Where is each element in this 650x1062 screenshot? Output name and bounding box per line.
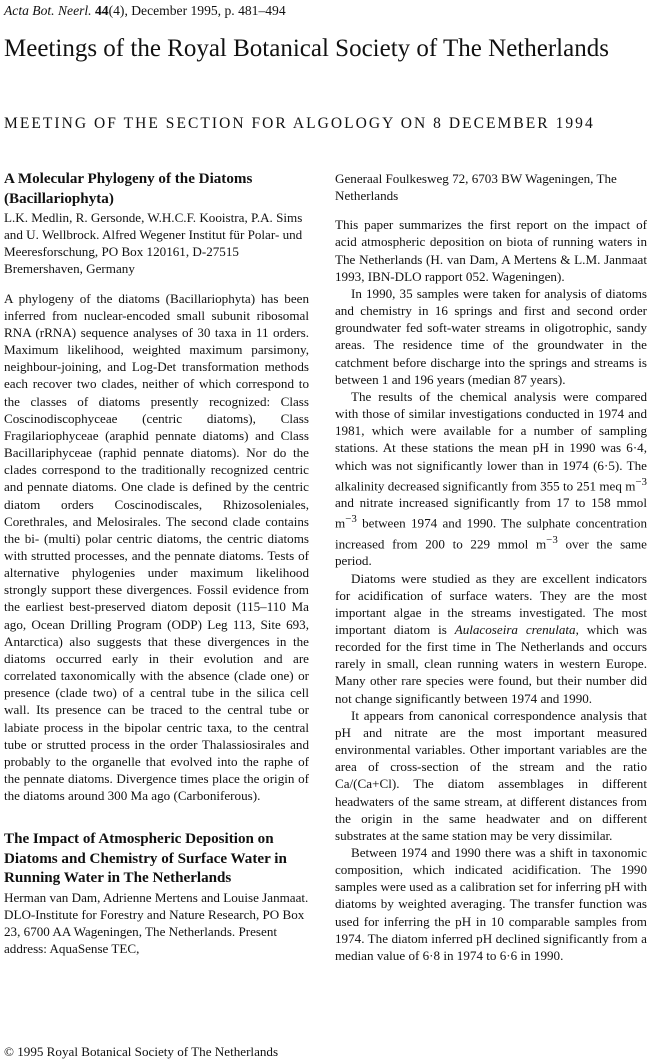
journal-volume: 44 — [95, 3, 109, 18]
body-paragraph: It appears from canonical correspondence analysis that pH and nitrate are the most important measured environmental variables. Other important variables are the area of cross-section of the stream and the ratio Ca/(Ca+Cl). The diatom assemblages in different headwaters of the same stream, at different distances from the origin in the same headwater and on different substrates at the same station may be very dissimilar. — [335, 707, 647, 843]
species-name: Aulacoseira crenulata — [454, 621, 576, 637]
article-title: The Impact of Atmospheric Deposition on Diatoms and Chemistry of Surface Water in Running Water in The Netherlands — [4, 831, 287, 887]
body-paragraph: Between 1974 and 1990 there was a shift in taxonomic composition, which indicated acidification. The 1990 samples were used as a calibration set for inferring pH with diatoms by weighted averaging. The transfer function was used for inferring the pH in 10 comparable samples from 1974. The diatom inferred pH declined significantly from a median value of 6·8 in 1974 to 6·6 in 1990. — [335, 845, 647, 963]
left-column — [4, 170, 309, 969]
paragraph-text: over the same period. — [335, 536, 647, 569]
section-heading: MEETING OF THE SECTION FOR ALGOLOGY ON 8 DECEMBER 1994 — [4, 115, 595, 132]
paragraph-text: , which was recorded for the first time in The Netherlands and occurs rarely in small, clean running waters in western Europe. Many other rare species were found, but their number did not change significantly between 1974 and 1990. — [335, 621, 648, 706]
article-abstract: A phylogeny of the diatoms (Bacillariophyta) has been inferred from nuclear-encoded small subunit ribosomal RNA (rRNA) sequence analyses of 30 taxa in 11 orders. Maximum likelihood, weighted maximum parsimony, neighbour-joining, and Log-Det transformation methods each recover two clades, neither of which correspond to the classes of diatoms presently recognized: Class Coscinodiscophyceae (centric diatoms), Class Fragilariophyceae (araphid pennate diatoms) and Class Bacillariphyceae (raphid pennate diatoms). Nor do the clades correspond to the traditionally recognized centric and pennate diatoms. One clade is defined by the centric diatom orders Coscinodiscales, Rhizosoleniales, Corethrales, and Melosirales. The second clade contains the bi- (multi) polar centric diatoms, the centric diatoms with strutted processes, and the pennate diatoms. Tests of alternative phylogenies under maximum likelihood strongly support these divergences. Fossil evidence from the earliest best-preserved diatom deposit (115–110 Ma ago, Ocean Drilling Program (ODP) Leg 113, Site 693, Antarctica) also suggests that these divergences in the diatoms occurred early in their evolution and are correlated taxonomically with the absence (clade one) or presence (clade two) of a central tube in the silica cell wall. Its presence can be traced to the central tube or labiate process in the bipolar centric taxa, to the central tube or strutted process in the order Thalassiosirales and probably to the organelle that evolved into the raphe of the pennate diatoms. Divergence times place the origin of the diatoms around 300 Ma ago (Carboniferous). — [4, 290, 309, 804]
right-column — [335, 170, 647, 964]
journal-name: Acta Bot. Neerl. — [4, 3, 92, 18]
journal-header — [4, 2, 644, 20]
article-authors: Herman van Dam, Adrienne Mertens and Louise Janmaat. DLO-Institute for Forestry and Nature Research, PO Box 23, 6700 AA Wageningen, The Netherlands. Present address: AquaSense TEC, — [4, 889, 309, 957]
journal-issue-date: (4), December 1995, p. 481–494 — [108, 3, 286, 18]
paragraph-text: The results of the chemical analysis were compared with those of similar investigations conducted in 1974 and 1981, which were available for a number of sampling stations. At these stations the mean pH in 1990 was 6·4, which was not significantly lower than in 1974 (6·5). The alkalinity decreased significantly from 355 to 251 meq m — [335, 388, 647, 494]
article-authors: L.K. Medlin, R. Gersonde, W.H.C.F. Kooistra, P.A. Sims and U. Wellbrock. Alfred Wegener Institut für Polar- und Meeresforschung, PO Box 120161, D-27515 Bremershaven, Germany — [4, 210, 303, 277]
body-paragraph — [335, 388, 647, 570]
paragraph-text: Diatoms were studied as they are excellent indicators for acidification of surface waters. They are the most important algae in the streams investigated. The most important diatom is — [335, 570, 647, 637]
unit-exponent: −3 — [546, 533, 558, 546]
page-title: Meetings of the Royal Botanical Society of The Netherlands — [4, 35, 609, 62]
article-title: A Molecular Phylogeny of the Diatoms (Bacillariophyta) — [4, 171, 253, 207]
paragraph-text: between 1974 and 1990. The sulphate concentration increased from 200 to 229 mmol m — [335, 515, 647, 552]
copyright-footer: © 1995 Royal Botanical Society of The Netherlands — [4, 1044, 279, 1059]
paragraph-text: and nitrate increased significantly from 17 to 158 mmol m — [335, 495, 647, 531]
unit-exponent: −3 — [345, 513, 357, 526]
unit-exponent: −3 — [635, 475, 647, 488]
body-paragraph — [335, 570, 647, 707]
article-authors-continued: Generaal Foulkesweg 72, 6703 BW Wageningen, The Netherlands — [335, 171, 617, 204]
body-paragraph: In 1990, 35 samples were taken for analysis of diatoms and chemistry in 16 springs and first and second order groundwater fed soft-water streams in oligotrophic, sandy areas. The residence time of the groundwater in the catchment before discharge into the springs and streams is between 1 and 196 years (median 87 years). — [335, 285, 647, 387]
body-paragraph: This paper summarizes the first report on the impact of acid atmospheric deposition on biota of running waters in The Netherlands (H. van Dam, A Mertens & L.M. Janmaat 1993, IBN-DLO rapport 052. Wageningen). — [335, 217, 647, 284]
